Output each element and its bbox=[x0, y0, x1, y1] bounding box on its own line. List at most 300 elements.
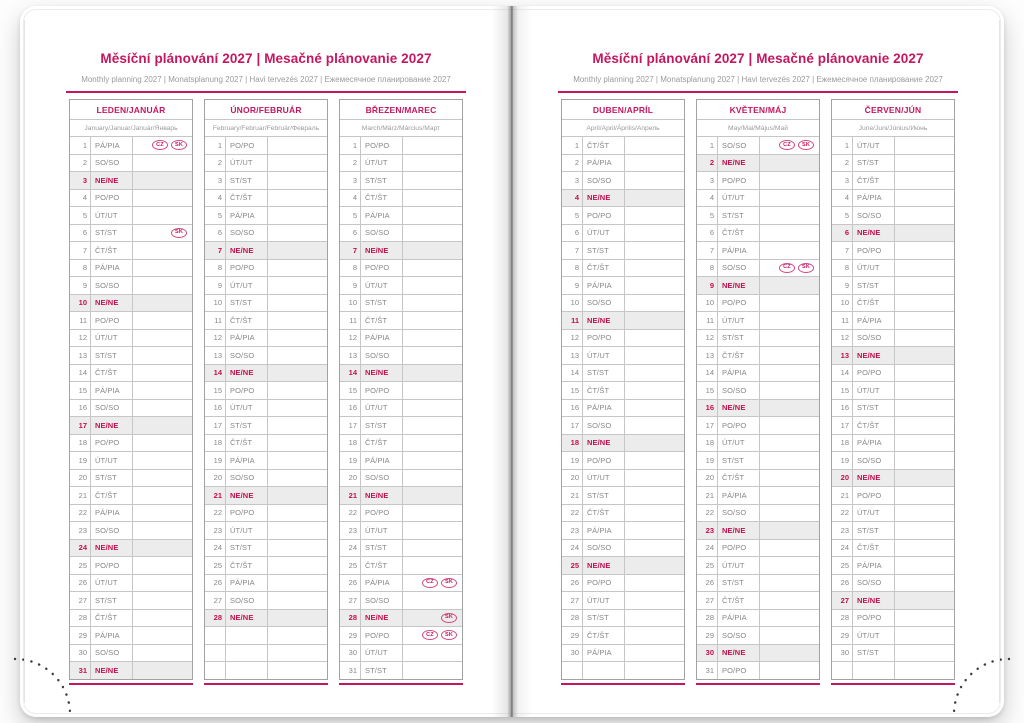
day-number: 7 bbox=[562, 242, 583, 259]
notes-cell bbox=[133, 540, 192, 557]
day-row bbox=[697, 486, 819, 504]
day-abbrev: SO/SO bbox=[853, 207, 895, 224]
day-number: 12 bbox=[205, 330, 226, 347]
day-abbrev: ST/ST bbox=[718, 207, 760, 224]
notes-cell bbox=[625, 225, 684, 242]
notes-cell bbox=[760, 382, 819, 399]
notes-cell bbox=[895, 505, 954, 522]
notes-cell bbox=[895, 522, 954, 539]
day-number: 26 bbox=[697, 575, 718, 592]
day-abbrev: ÚT/UT bbox=[718, 435, 760, 452]
day-number: 16 bbox=[70, 400, 91, 417]
day-abbrev: NE/NE bbox=[853, 470, 895, 487]
day-row bbox=[832, 294, 954, 312]
day-row bbox=[562, 521, 684, 539]
day-row bbox=[697, 136, 819, 154]
day-row bbox=[562, 416, 684, 434]
notes-cell bbox=[268, 452, 327, 469]
day-number bbox=[562, 662, 583, 679]
notes-cell bbox=[133, 470, 192, 487]
day-number: 30 bbox=[562, 645, 583, 662]
day-abbrev: PO/PO bbox=[583, 452, 625, 469]
day-number: 2 bbox=[832, 155, 853, 172]
notes-cell bbox=[895, 575, 954, 592]
day-abbrev: SO/SO bbox=[361, 592, 403, 609]
day-abbrev: NE/NE bbox=[91, 417, 133, 434]
notes-cell bbox=[133, 627, 192, 644]
day-row bbox=[832, 189, 954, 207]
page-subtitle: Monthly planning 2027 | Monatsplanung 2027 | Havi tervezés 2027 | Ежемесячное планирование 2027 bbox=[573, 75, 943, 85]
notes-cell bbox=[760, 487, 819, 504]
day-row bbox=[340, 434, 462, 452]
day-abbrev: ČT/ŠT bbox=[226, 190, 268, 207]
day-row bbox=[70, 171, 192, 189]
notes-cell bbox=[625, 540, 684, 557]
day-abbrev: PÁ/PIA bbox=[226, 575, 268, 592]
day-abbrev: PÁ/PIA bbox=[718, 242, 760, 259]
day-abbrev: PO/PO bbox=[361, 505, 403, 522]
day-number: 18 bbox=[205, 435, 226, 452]
notes-cell bbox=[268, 505, 327, 522]
day-number: 27 bbox=[832, 592, 853, 609]
day-row bbox=[340, 189, 462, 207]
notes-cell bbox=[268, 225, 327, 242]
day-row bbox=[205, 574, 327, 592]
notes-cell bbox=[403, 557, 462, 574]
day-row bbox=[562, 346, 684, 364]
holiday-badge-cz: CZ bbox=[779, 263, 795, 273]
day-row bbox=[205, 276, 327, 294]
day-number: 10 bbox=[70, 295, 91, 312]
day-number: 19 bbox=[205, 452, 226, 469]
day-number: 25 bbox=[562, 557, 583, 574]
day-abbrev: ÚT/UT bbox=[226, 155, 268, 172]
day-row bbox=[697, 434, 819, 452]
notes-cell bbox=[403, 662, 462, 679]
day-number: 4 bbox=[340, 190, 361, 207]
day-abbrev: PÁ/PIA bbox=[91, 627, 133, 644]
day-abbrev: NE/NE bbox=[718, 277, 760, 294]
day-number: 13 bbox=[697, 347, 718, 364]
day-row bbox=[70, 539, 192, 557]
notes-cell bbox=[760, 312, 819, 329]
day-number: 13 bbox=[70, 347, 91, 364]
day-row bbox=[70, 609, 192, 627]
day-row bbox=[832, 609, 954, 627]
day-number: 13 bbox=[340, 347, 361, 364]
day-number: 30 bbox=[70, 645, 91, 662]
notes-cell bbox=[133, 610, 192, 627]
notes-cell bbox=[133, 172, 192, 189]
day-row bbox=[70, 276, 192, 294]
day-abbrev: PÁ/PIA bbox=[718, 610, 760, 627]
day-row bbox=[70, 224, 192, 242]
day-abbrev: NE/NE bbox=[226, 610, 268, 627]
day-row bbox=[70, 311, 192, 329]
notes-cell bbox=[403, 487, 462, 504]
notes-cell bbox=[895, 610, 954, 627]
day-row bbox=[205, 171, 327, 189]
notes-cell bbox=[133, 277, 192, 294]
notes-cell bbox=[268, 242, 327, 259]
day-number: 18 bbox=[70, 435, 91, 452]
day-abbrev: ÚT/UT bbox=[853, 260, 895, 277]
notes-cell bbox=[133, 417, 192, 434]
day-abbrev: PÁ/PIA bbox=[718, 365, 760, 382]
notes-cell bbox=[133, 435, 192, 452]
notes-cell bbox=[895, 382, 954, 399]
month-name: ÚNOR/FEBRUÁR bbox=[230, 104, 302, 115]
day-abbrev: ÚT/UT bbox=[361, 400, 403, 417]
day-number: 20 bbox=[697, 470, 718, 487]
day-abbrev bbox=[583, 662, 625, 679]
day-abbrev: PO/PO bbox=[361, 260, 403, 277]
day-number: 23 bbox=[562, 522, 583, 539]
day-abbrev: NE/NE bbox=[91, 295, 133, 312]
notes-cell bbox=[625, 242, 684, 259]
day-number: 15 bbox=[70, 382, 91, 399]
day-abbrev: SO/SO bbox=[853, 330, 895, 347]
notes-cell bbox=[625, 487, 684, 504]
day-abbrev: ST/ST bbox=[361, 172, 403, 189]
notes-cell bbox=[895, 312, 954, 329]
day-number: 29 bbox=[562, 627, 583, 644]
notes-cell bbox=[268, 487, 327, 504]
notes-cell bbox=[403, 172, 462, 189]
day-row bbox=[70, 521, 192, 539]
day-row bbox=[340, 364, 462, 382]
day-row bbox=[562, 539, 684, 557]
day-number: 15 bbox=[340, 382, 361, 399]
day-row bbox=[205, 154, 327, 172]
notes-cell bbox=[625, 260, 684, 277]
day-number: 20 bbox=[205, 470, 226, 487]
day-number: 11 bbox=[697, 312, 718, 329]
day-row bbox=[562, 154, 684, 172]
day-row bbox=[340, 644, 462, 662]
day-row bbox=[697, 451, 819, 469]
month-table bbox=[69, 99, 193, 685]
day-abbrev: NE/NE bbox=[361, 365, 403, 382]
day-abbrev: ČT/ŠT bbox=[91, 242, 133, 259]
day-number: 22 bbox=[340, 505, 361, 522]
month-subtitle: May/Mai/Május/Май bbox=[697, 119, 819, 136]
day-abbrev: PO/PO bbox=[718, 172, 760, 189]
notes-cell bbox=[625, 505, 684, 522]
day-abbrev: ČT/ŠT bbox=[853, 540, 895, 557]
day-abbrev: ČT/ŠT bbox=[718, 592, 760, 609]
day-number: 24 bbox=[70, 540, 91, 557]
day-number: 3 bbox=[205, 172, 226, 189]
day-number: 28 bbox=[832, 610, 853, 627]
day-number: 18 bbox=[832, 435, 853, 452]
day-row bbox=[205, 294, 327, 312]
day-row bbox=[70, 294, 192, 312]
day-row bbox=[70, 661, 192, 679]
notes-cell bbox=[760, 260, 819, 277]
day-number: 11 bbox=[562, 312, 583, 329]
day-row bbox=[340, 556, 462, 574]
notes-cell bbox=[895, 540, 954, 557]
day-abbrev: NE/NE bbox=[853, 347, 895, 364]
day-abbrev: SO/SO bbox=[91, 155, 133, 172]
day-row bbox=[70, 346, 192, 364]
notes-cell bbox=[133, 312, 192, 329]
notes-cell bbox=[895, 435, 954, 452]
day-number: 19 bbox=[832, 452, 853, 469]
notes-cell bbox=[760, 190, 819, 207]
notes-cell bbox=[625, 137, 684, 154]
day-row bbox=[70, 154, 192, 172]
day-number: 4 bbox=[562, 190, 583, 207]
notes-cell bbox=[760, 662, 819, 679]
day-abbrev: PÁ/PIA bbox=[91, 382, 133, 399]
day-abbrev: PÁ/PIA bbox=[583, 645, 625, 662]
day-abbrev: SO/SO bbox=[718, 260, 760, 277]
day-abbrev: PO/PO bbox=[91, 435, 133, 452]
day-row bbox=[562, 329, 684, 347]
notes-cell bbox=[403, 242, 462, 259]
notes-cell bbox=[268, 382, 327, 399]
day-abbrev: PÁ/PIA bbox=[361, 575, 403, 592]
day-abbrev: ČT/ŠT bbox=[583, 505, 625, 522]
notes-cell bbox=[268, 260, 327, 277]
notes-cell bbox=[268, 575, 327, 592]
day-abbrev bbox=[226, 627, 268, 644]
notes-cell bbox=[403, 400, 462, 417]
empty-day-row bbox=[205, 661, 327, 679]
day-row bbox=[205, 591, 327, 609]
day-number: 12 bbox=[697, 330, 718, 347]
notes-cell bbox=[895, 190, 954, 207]
notes-cell bbox=[760, 522, 819, 539]
notes-cell bbox=[133, 487, 192, 504]
notes-cell bbox=[895, 155, 954, 172]
day-abbrev: PÁ/PIA bbox=[853, 557, 895, 574]
day-number: 15 bbox=[697, 382, 718, 399]
notes-cell bbox=[403, 470, 462, 487]
day-number: 8 bbox=[340, 260, 361, 277]
holiday-badge-sk: SK bbox=[171, 228, 187, 238]
page-left bbox=[20, 6, 512, 717]
day-abbrev: ÚT/UT bbox=[583, 347, 625, 364]
day-number: 17 bbox=[70, 417, 91, 434]
day-row bbox=[340, 399, 462, 417]
day-row bbox=[697, 626, 819, 644]
day-abbrev: NE/NE bbox=[718, 400, 760, 417]
notes-cell bbox=[403, 137, 462, 154]
day-row bbox=[340, 311, 462, 329]
day-abbrev: ST/ST bbox=[226, 540, 268, 557]
month-name: BŘEZEN/MAREC bbox=[365, 104, 437, 115]
notes-cell bbox=[403, 610, 462, 627]
day-abbrev: SO/SO bbox=[226, 470, 268, 487]
holiday-badge-cz: CZ bbox=[152, 140, 168, 150]
notes-cell bbox=[625, 295, 684, 312]
day-row bbox=[562, 136, 684, 154]
notes-cell bbox=[403, 452, 462, 469]
day-number: 5 bbox=[562, 207, 583, 224]
day-abbrev: PO/PO bbox=[226, 260, 268, 277]
notes-cell bbox=[760, 435, 819, 452]
day-row bbox=[70, 329, 192, 347]
page-header bbox=[512, 51, 1004, 93]
day-abbrev: ST/ST bbox=[718, 330, 760, 347]
day-abbrev: ČT/ŠT bbox=[91, 487, 133, 504]
day-row bbox=[205, 364, 327, 382]
day-row bbox=[562, 609, 684, 627]
day-row bbox=[70, 556, 192, 574]
day-number: 13 bbox=[832, 347, 853, 364]
notes-cell bbox=[760, 347, 819, 364]
month-grid bbox=[204, 99, 328, 680]
day-number: 6 bbox=[340, 225, 361, 242]
day-abbrev: PÁ/PIA bbox=[853, 435, 895, 452]
page-title: Měsíční plánování 2027 | Mesačné plánovanie 2027 bbox=[592, 51, 924, 67]
day-abbrev: ČT/ŠT bbox=[853, 172, 895, 189]
day-row bbox=[340, 591, 462, 609]
day-number: 12 bbox=[832, 330, 853, 347]
day-abbrev: PÁ/PIA bbox=[91, 260, 133, 277]
month-underline bbox=[69, 683, 193, 685]
day-abbrev: NE/NE bbox=[91, 662, 133, 679]
notes-cell bbox=[133, 242, 192, 259]
day-row bbox=[562, 434, 684, 452]
notes-cell bbox=[403, 435, 462, 452]
notes-cell bbox=[268, 330, 327, 347]
month-subtitle: January/Januar/Január/Январь bbox=[70, 119, 192, 136]
day-number bbox=[205, 645, 226, 662]
day-number: 1 bbox=[70, 137, 91, 154]
day-row bbox=[205, 486, 327, 504]
day-row bbox=[70, 644, 192, 662]
day-number: 31 bbox=[697, 662, 718, 679]
day-abbrev: NE/NE bbox=[583, 557, 625, 574]
day-row bbox=[340, 329, 462, 347]
day-number: 29 bbox=[697, 627, 718, 644]
day-abbrev: NE/NE bbox=[718, 645, 760, 662]
day-abbrev: SO/SO bbox=[361, 347, 403, 364]
day-abbrev: PÁ/PIA bbox=[361, 207, 403, 224]
day-row bbox=[340, 294, 462, 312]
notes-cell bbox=[268, 645, 327, 662]
day-row bbox=[70, 591, 192, 609]
day-row bbox=[697, 661, 819, 679]
month-underline bbox=[204, 683, 328, 685]
header-rule bbox=[66, 91, 466, 93]
day-abbrev: ÚT/UT bbox=[583, 470, 625, 487]
notes-cell bbox=[133, 575, 192, 592]
notes-cell bbox=[268, 610, 327, 627]
notes-cell bbox=[403, 277, 462, 294]
day-number: 21 bbox=[832, 487, 853, 504]
empty-day-row bbox=[205, 644, 327, 662]
day-number: 7 bbox=[205, 242, 226, 259]
day-number: 6 bbox=[832, 225, 853, 242]
notes-cell bbox=[403, 207, 462, 224]
day-row bbox=[562, 259, 684, 277]
day-number: 11 bbox=[70, 312, 91, 329]
holiday-badge-sk: SK bbox=[441, 578, 457, 588]
day-row bbox=[340, 574, 462, 592]
notes-cell bbox=[895, 330, 954, 347]
notes-cell bbox=[895, 295, 954, 312]
page-header bbox=[20, 51, 512, 93]
day-abbrev: ST/ST bbox=[226, 417, 268, 434]
day-abbrev: ÚT/UT bbox=[91, 575, 133, 592]
day-row bbox=[697, 276, 819, 294]
day-number: 6 bbox=[697, 225, 718, 242]
day-row bbox=[697, 346, 819, 364]
day-number: 14 bbox=[70, 365, 91, 382]
day-number: 10 bbox=[697, 295, 718, 312]
day-number bbox=[832, 662, 853, 679]
day-number: 24 bbox=[697, 540, 718, 557]
day-row bbox=[697, 294, 819, 312]
day-row bbox=[832, 556, 954, 574]
day-row bbox=[562, 276, 684, 294]
day-number: 20 bbox=[70, 470, 91, 487]
day-number: 11 bbox=[832, 312, 853, 329]
notes-cell bbox=[895, 452, 954, 469]
day-abbrev: PO/PO bbox=[853, 610, 895, 627]
day-row bbox=[697, 224, 819, 242]
day-row bbox=[562, 626, 684, 644]
day-number: 26 bbox=[832, 575, 853, 592]
notes-cell bbox=[895, 627, 954, 644]
notes-cell bbox=[268, 347, 327, 364]
day-row bbox=[832, 504, 954, 522]
day-number: 3 bbox=[832, 172, 853, 189]
months-row-right bbox=[512, 99, 1004, 685]
day-number: 17 bbox=[340, 417, 361, 434]
day-row bbox=[205, 469, 327, 487]
day-number: 6 bbox=[205, 225, 226, 242]
day-number: 15 bbox=[562, 382, 583, 399]
notes-cell bbox=[403, 260, 462, 277]
day-number: 26 bbox=[562, 575, 583, 592]
day-abbrev: SO/SO bbox=[718, 627, 760, 644]
empty-day-row bbox=[205, 626, 327, 644]
day-abbrev: NE/NE bbox=[853, 592, 895, 609]
day-row bbox=[205, 136, 327, 154]
day-row bbox=[832, 486, 954, 504]
day-row bbox=[832, 574, 954, 592]
notes-cell bbox=[133, 452, 192, 469]
day-abbrev: ČT/ŠT bbox=[361, 557, 403, 574]
day-number: 28 bbox=[70, 610, 91, 627]
day-row bbox=[697, 556, 819, 574]
day-abbrev: NE/NE bbox=[361, 610, 403, 627]
day-number: 14 bbox=[562, 365, 583, 382]
day-abbrev: NE/NE bbox=[853, 225, 895, 242]
notes-cell bbox=[760, 627, 819, 644]
day-abbrev: ST/ST bbox=[583, 610, 625, 627]
day-number: 17 bbox=[205, 417, 226, 434]
notes-cell bbox=[268, 207, 327, 224]
day-abbrev: SO/SO bbox=[91, 522, 133, 539]
month-underline bbox=[831, 683, 955, 685]
day-number: 2 bbox=[70, 155, 91, 172]
day-number: 7 bbox=[340, 242, 361, 259]
notes-cell bbox=[268, 435, 327, 452]
day-abbrev: PO/PO bbox=[718, 662, 760, 679]
day-abbrev: PÁ/PIA bbox=[583, 522, 625, 539]
day-abbrev: SO/SO bbox=[91, 400, 133, 417]
day-row bbox=[205, 609, 327, 627]
day-row bbox=[340, 451, 462, 469]
day-abbrev: SO/SO bbox=[361, 470, 403, 487]
